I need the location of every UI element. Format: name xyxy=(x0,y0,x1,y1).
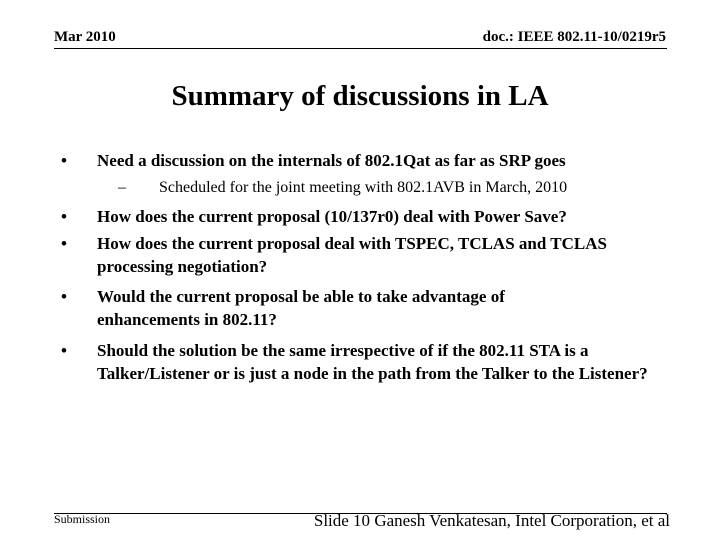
bullet-marker: • xyxy=(61,341,67,360)
footer-slide-number: Slide 10 xyxy=(313,511,371,530)
header-divider xyxy=(54,48,667,49)
bullet-text: How does the current proposal deal with TSPEC, TCLAS and TCLAS processing negotiation? xyxy=(97,234,607,276)
sub-bullet-text: Scheduled for the joint meeting with 802.1AVB in March, 2010 xyxy=(159,179,568,196)
slide-title: Summary of discussions in LA xyxy=(171,80,549,112)
bullet-text: Would the current proposal be able to take advantage of enhancements in 802.11? xyxy=(97,287,505,329)
footer-submission: Submission xyxy=(54,512,111,526)
bullet-marker: • xyxy=(61,287,67,306)
bullet-text: Need a discussion on the internals of 802.1Qat as far as SRP goes xyxy=(97,151,566,170)
footer-author xyxy=(314,511,670,531)
bullet-text: How does the current proposal (10/137r0) deal with Power Save? xyxy=(97,207,567,226)
bullet-marker: • xyxy=(61,207,67,226)
bullet-text: Should the solution be the same irrespective of if the 802.11 STA is a Talker/Listener or is just a node in the path from the Talker to the Listener? xyxy=(97,341,648,383)
bullet-marker: • xyxy=(61,151,67,170)
sub-bullet-marker: – xyxy=(118,179,126,196)
header-doc-id: doc.: IEEE 802.11-10/0219r5 xyxy=(482,29,666,45)
header-date: Mar 2010 xyxy=(54,29,116,45)
bullet-marker: • xyxy=(61,234,67,253)
footer-author-text: Ganesh Venkatesan, Intel Corporation, et al xyxy=(374,511,670,530)
